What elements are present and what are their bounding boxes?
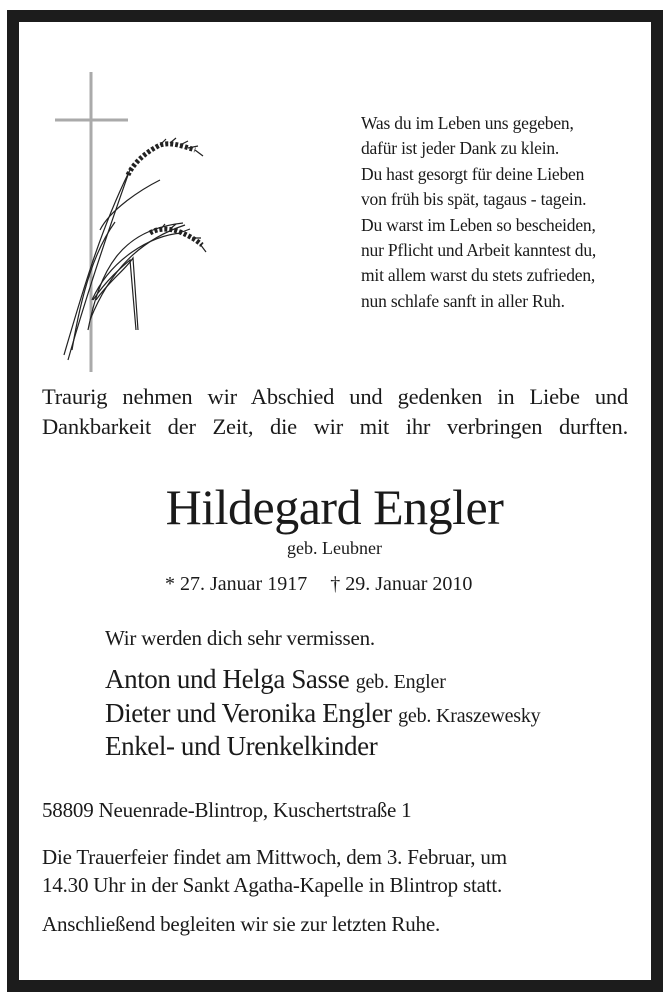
mourner-family — [105, 698, 540, 729]
intro-text: Traurig nehmen wir Abschied und gedenken in Liebe und Dankbarkeit der Zeit, die wir mit ihr verbringen durften. — [42, 384, 628, 439]
poem-line: Du warst im Leben so bescheiden, — [361, 214, 596, 235]
mourner-names: Enkel- und Urenkelkinder — [105, 731, 378, 761]
funeral-line: Die Trauerfeier findet am Mittwoch, dem 3. Februar, um — [42, 845, 507, 869]
mourner-family — [105, 731, 377, 762]
mourner-names: Anton und Helga Sasse — [105, 664, 350, 694]
memorial-poem — [361, 111, 596, 314]
mourner-maiden-name: geb. Engler — [355, 671, 446, 693]
mourners-intro: Wir werden dich sehr vermissen. — [105, 626, 375, 650]
mourner-maiden-name: geb. Kraszewesky — [398, 705, 541, 727]
poem-line: von früh bis spät, tagaus - tagein. — [361, 189, 587, 210]
birth-date: * 27. Januar 1917 — [165, 573, 308, 595]
mourner-names: Dieter und Veronika Engler — [105, 698, 392, 728]
deceased-maiden-name: geb. Leubner — [287, 538, 382, 558]
poem-line: nur Pflicht und Arbeit kanntest du, — [361, 240, 597, 261]
mourner-family — [105, 664, 446, 695]
closing-text: Anschließend begleiten wir sie zur letzten Ruhe. — [42, 912, 441, 936]
poem-line: nun schlafe sanft in aller Ruh. — [361, 290, 565, 311]
poem-line: mit allem warst du stets zufrieden, — [361, 265, 596, 286]
deceased-name: Hildegard Engler — [165, 479, 504, 535]
funeral-line: 14.30 Uhr in der Sankt Agatha-Kapelle in Blintrop statt. — [42, 873, 503, 897]
funeral-info — [42, 843, 507, 899]
poem-line: dafür ist jeder Dank zu klein. — [361, 138, 560, 159]
poem-line: Du hast gesorgt für deine Lieben — [361, 163, 585, 184]
wheat-icon — [64, 138, 206, 360]
address: 58809 Neuenrade-Blintrop, Kuschertstraße 1 — [42, 798, 412, 822]
death-date: † 29. Januar 2010 — [330, 573, 473, 595]
cross-icon — [55, 72, 128, 372]
poem-line: Was du im Leben uns gegeben, — [361, 113, 574, 133]
life-dates — [165, 573, 490, 596]
